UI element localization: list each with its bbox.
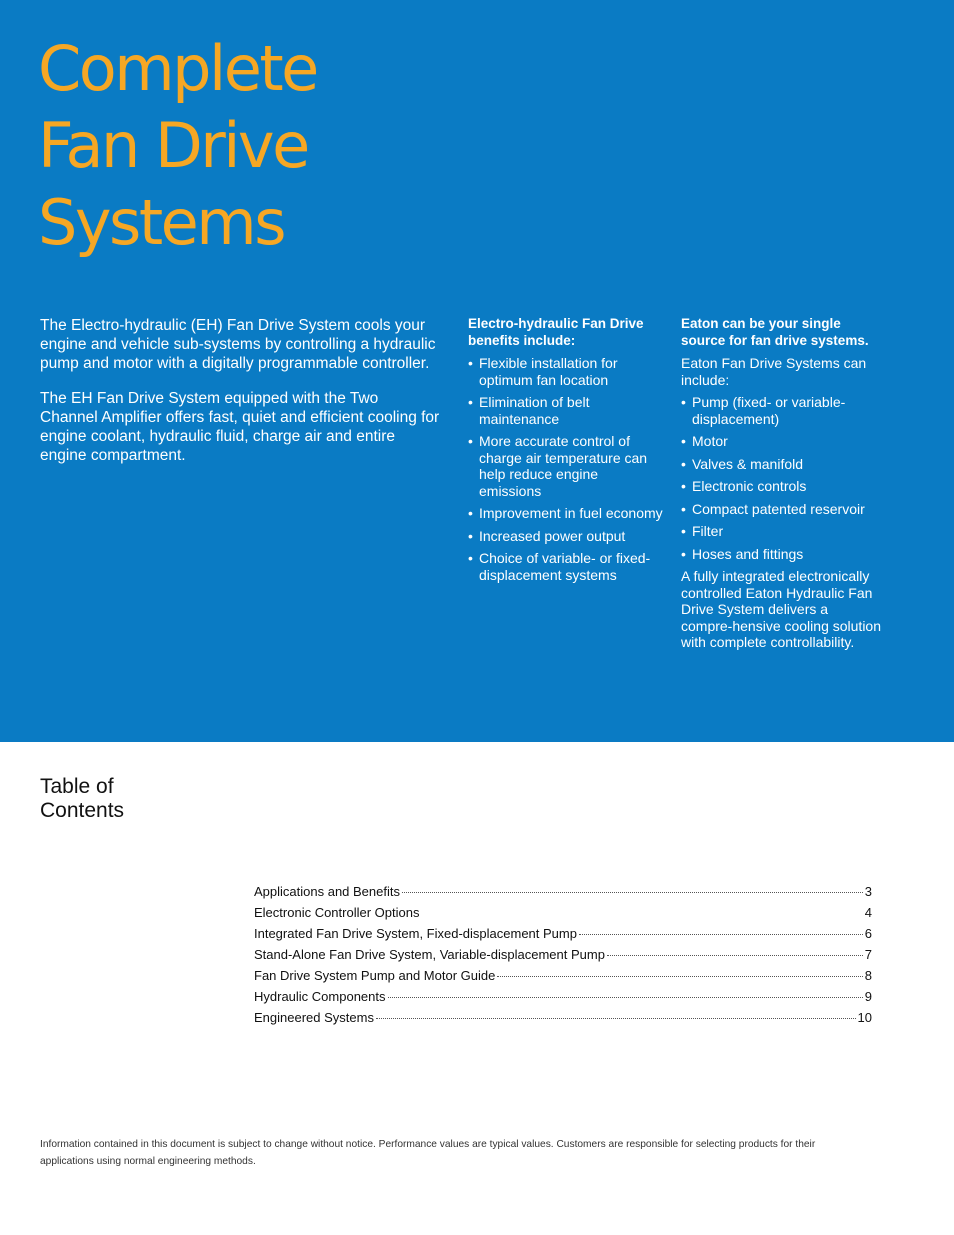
list-item-text: Flexible installation for optimum fan location: [479, 355, 618, 388]
page-title: [38, 30, 317, 261]
source-lead: Eaton Fan Drive Systems can include:: [681, 355, 867, 388]
bullet: •: [468, 355, 473, 371]
list-item: [468, 355, 663, 388]
dot-leader: [376, 1018, 856, 1019]
list-item: [681, 501, 881, 518]
toc-entry-page: 10: [857, 1010, 872, 1025]
toc-entry[interactable]: [254, 926, 872, 947]
list-item: [468, 550, 663, 583]
toc-entry[interactable]: [254, 968, 872, 989]
bullet: •: [468, 550, 473, 566]
bullet: •: [681, 455, 686, 472]
single-source-column: [681, 316, 881, 657]
list-item: [681, 456, 881, 473]
dot-leader: [402, 892, 863, 893]
bullet: •: [468, 433, 473, 449]
source-heading: Eaton can be your single source for fan drive systems.: [681, 316, 869, 348]
bullet: •: [681, 545, 686, 562]
bullet: •: [681, 500, 686, 517]
bullet: •: [681, 478, 686, 494]
intro-text: [40, 316, 440, 481]
intro-paragraph: The EH Fan Drive System equipped with the Two Channel Amplifier offers fast, quiet and efficient cooling for engine coolant, hydraulic fluid, charge air and entire engine compartment.: [40, 390, 440, 464]
disclaimer-footer: Information contained in this document is subject to change without notice. Performance values are typical values. Customers are responsible for selecting products for their applications using normal engineering methods.: [40, 1139, 816, 1167]
toc-entry-page: 9: [864, 989, 872, 1004]
dot-leader: [607, 955, 863, 956]
list-item-text: Hoses and fittings: [692, 545, 804, 562]
list-item-text: Filter: [692, 523, 724, 539]
toc-entry-page: 7: [864, 947, 872, 962]
toc-entry-label: Hydraulic Components: [254, 989, 386, 1004]
source-closing: A fully integrated electronically controlled Eaton Hydraulic Fan Drive System delivers a compre-hensive cooling solution with complete controllability.: [681, 568, 881, 650]
toc-title: [40, 775, 124, 823]
list-item-text: Valves & manifold: [692, 455, 804, 472]
list-item: [681, 523, 881, 540]
title-line: Systems: [38, 186, 284, 259]
toc-entry-page: 4: [864, 905, 872, 920]
toc-entry[interactable]: [254, 1010, 872, 1031]
list-item: [468, 433, 663, 499]
toc-title-line: Table of: [40, 775, 114, 798]
toc-entry[interactable]: [254, 947, 872, 968]
table-of-contents: [254, 884, 872, 1031]
intro-paragraph: The Electro-hydraulic (EH) Fan Drive System cools your engine and vehicle sub-systems by controlling a hydraulic pump and motor with a digitally programmable controller.: [40, 317, 436, 372]
bullet: •: [468, 527, 473, 544]
toc-entry-label: Engineered Systems: [254, 1010, 374, 1025]
toc-entry-page: 8: [864, 968, 872, 983]
bullet: •: [468, 394, 473, 410]
toc-entry[interactable]: [254, 884, 872, 905]
list-item: [681, 478, 881, 495]
list-item: [468, 528, 663, 545]
benefits-heading: Electro-hydraulic Fan Drive benefits include:: [468, 316, 644, 348]
toc-entry-page: 3: [864, 884, 872, 899]
toc-entry[interactable]: [254, 989, 872, 1010]
list-item: [468, 394, 663, 427]
list-item-text: Electronic controls: [692, 478, 807, 494]
benefits-column: [468, 316, 663, 589]
list-item-text: Elimination of belt maintenance: [479, 394, 590, 427]
toc-entry-label: Fan Drive System Pump and Motor Guide: [254, 968, 496, 983]
list-item-text: Choice of variable- or fixed-displacement systems: [479, 550, 651, 583]
bullet: •: [681, 394, 686, 410]
toc-entry-label: Electronic Controller Options: [254, 905, 420, 920]
list-item-text: Increased power output: [479, 527, 626, 544]
bullet: •: [468, 505, 473, 521]
dot-leader: [497, 976, 862, 977]
components-list: [681, 394, 881, 562]
dot-leader: [579, 934, 863, 935]
bullet: •: [681, 433, 686, 449]
dot-leader: [388, 997, 863, 998]
list-item-text: Pump (fixed- or variable-displacement): [692, 394, 846, 427]
list-item-text: Improvement in fuel economy: [479, 505, 663, 521]
benefits-list: [468, 355, 663, 583]
toc-entry-label: Stand-Alone Fan Drive System, Variable-displacement Pump: [254, 947, 605, 962]
toc-entry-label: Integrated Fan Drive System, Fixed-displacement Pump: [254, 926, 577, 941]
list-item-text: Motor: [692, 433, 728, 449]
list-item: [681, 433, 881, 450]
toc-entry[interactable]: [254, 905, 872, 926]
toc-entry-page: 6: [864, 926, 872, 941]
title-line: Fan Drive: [38, 109, 308, 182]
title-line: Complete: [38, 32, 317, 105]
list-item: [468, 505, 663, 522]
list-item-text: More accurate control of charge air temperature can help reduce engine emissions: [479, 433, 648, 499]
toc-title-line: Contents: [40, 799, 125, 822]
list-item: [681, 394, 881, 427]
toc-entry-label: Applications and Benefits: [254, 884, 400, 899]
bullet: •: [681, 523, 686, 539]
list-item: [681, 546, 881, 563]
list-item-text: Compact patented reservoir: [692, 500, 865, 517]
